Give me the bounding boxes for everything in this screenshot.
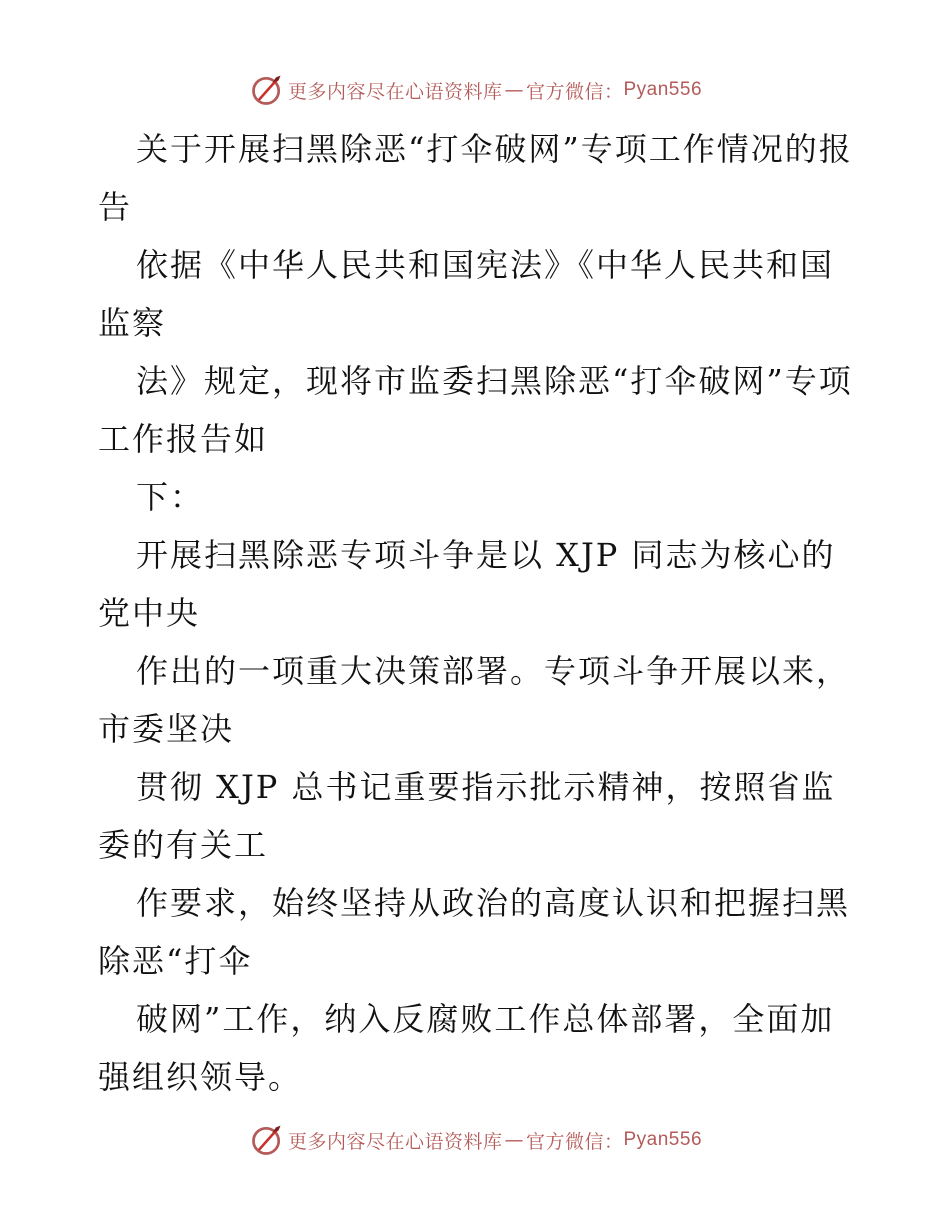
banner-separator: — (504, 1129, 524, 1151)
document-paragraph: 作出的一项重大决策部署。专项斗争开展以来，市委坚决 (98, 652, 851, 748)
document-body (98, 120, 858, 1106)
banner-wechat-id: Pyan556 (623, 79, 703, 100)
banner-contact-label: 官方微信： (525, 80, 624, 103)
banner-separator: — (504, 79, 524, 101)
document-paragraph: 作要求，始终坚持从政治的高度认识和把握扫黑除恶“打伞 (98, 884, 851, 980)
footer-watermark-banner (0, 1120, 950, 1160)
document-paragraph: 法》规定，现将市监委扫黑除恶“打伞破网”专项工作报告如 (98, 362, 853, 458)
pen-nib-logo-icon (248, 1122, 286, 1158)
banner-wechat-id: Pyan556 (623, 1129, 703, 1150)
pen-nib-logo-icon (248, 72, 286, 108)
banner-text: 更多内容尽在心语资料库 (287, 1130, 503, 1153)
banner-text: 更多内容尽在心语资料库 (287, 80, 503, 103)
document-paragraph: 依据《中华人民共和国宪法》《中华人民共和国监察 (98, 246, 835, 342)
document-paragraph: 下： (136, 478, 205, 516)
banner-contact-label: 官方微信： (525, 1130, 624, 1153)
document-paragraph: 贯彻 XJP 总书记重要指示批示精神，按照省监委的有关工 (98, 768, 836, 864)
header-watermark-banner (0, 70, 950, 110)
document-paragraph: 破网”工作，纳入反腐败工作总体部署，全面加强组织领导。 (98, 1000, 835, 1096)
document-paragraph: 开展扫黑除恶专项斗争是以 XJP 同志为核心的党中央 (98, 536, 836, 632)
document-title: 关于开展扫黑除恶“打伞破网”专项工作情况的报告 (98, 130, 853, 226)
